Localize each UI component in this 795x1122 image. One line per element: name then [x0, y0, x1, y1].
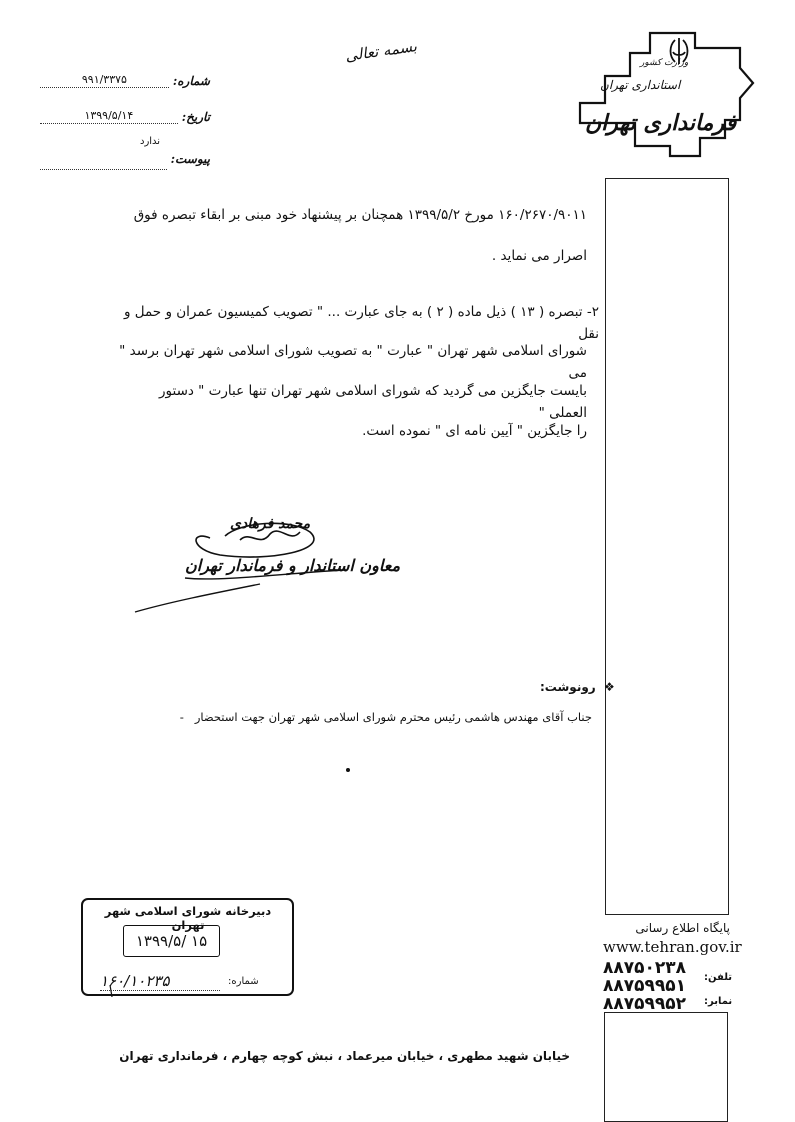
body-para2-line4: را جایگزین " آیین نامه ای " نموده است. [362, 423, 587, 439]
logo-ministry-text: وزارت کشور [640, 58, 689, 68]
logo-office-text: فرمانداری تهران [585, 110, 737, 136]
cc-recipient-text: جناب آقای مهندس هاشمی رئیس محترم شورای اسلامی شهر تهران جهت استحضار [194, 710, 592, 724]
letter-date-label: تاریخ: [181, 110, 210, 124]
office-address: خیابان شهید مطهری ، خیابان میرعماد ، نبش کوچه چهارم ، فرمانداری تهران [119, 1049, 570, 1063]
stamp-number-label: شماره: [228, 976, 259, 987]
signatory-title: معاون استاندار و فرماندار تهران [185, 556, 401, 575]
bottom-note-box [604, 1012, 728, 1122]
stamp-number-value: ۱۶۰/۱۰۲۳۵ [100, 972, 220, 991]
website-link[interactable]: www.tehran.gov.ir [603, 938, 742, 956]
letter-attachment-label: پیوست: [170, 152, 210, 166]
body-para1-line2: اصرار می نماید . [491, 248, 587, 264]
letter-attachment-row [40, 140, 210, 166]
body-para2-line3: بایست جایگزین می گردید که شورای اسلامی شهر تهران تنها عبارت " دستور العملی " [159, 383, 587, 421]
signatory-name: محمد فرهادی [230, 516, 311, 532]
fax-number: ۸۸۷۵۹۹۵۲ [603, 994, 687, 1014]
body-para2-line2: شورای اسلامی شهر تهران " عبارت " به تصویب شورای اسلامی شهر تهران برسد " می [119, 343, 587, 381]
cc-recipient-line [172, 710, 592, 724]
body-para1-line1: ۱۶۰/۲۶۷۰/۹۰۱۱ مورخ ۱۳۹۹/۵/۲ همچنان بر پیشنهاد خود مبنی بر ابقاء تبصره فوق [133, 207, 587, 223]
cc-title: رونوشت: [540, 680, 596, 694]
portal-label: پایگاه اطلاع رسانی [635, 921, 730, 935]
letter-number-row [40, 68, 210, 88]
stamp-date: ۱۳۹۹/۵/ ۱۵ [123, 925, 220, 957]
letter-date-row [40, 104, 210, 124]
phone-label: تلفن: [704, 972, 733, 983]
body-para2-line1: ۲- تبصره ( ۱۳ ) ذیل ماده ( ۲ ) به جای عبارت ... " تصویب کمیسیون عمران و حمل و نقل [123, 304, 599, 342]
phone-number-1: ۸۸۷۵۰۲۳۸ [603, 958, 687, 978]
tehran-governorate-logo [575, 28, 755, 173]
letter-attachment-value: ندارد [140, 136, 161, 147]
cc-bullet-icon: ❖ [604, 680, 615, 694]
bismillah-heading: بسمه تعالی [344, 37, 418, 65]
logo-province-text: استانداری تهران [600, 78, 681, 92]
stamp-title: دبیرخانه شورای اسلامی شهر تهران [104, 904, 272, 932]
fax-label: نمابر: [704, 996, 733, 1007]
letter-date-value: ۱۳۹۹/۵/۱۴ [40, 109, 178, 124]
letter-number-value: ۹۹۱/۳۳۷۵ [40, 73, 169, 88]
margin-note-box [605, 178, 729, 915]
stray-dot [346, 768, 350, 772]
cc-dash: - [179, 710, 192, 724]
phone-number-2: ۸۸۷۵۹۹۵۱ [603, 976, 687, 996]
letter-number-label: شماره: [172, 74, 210, 88]
